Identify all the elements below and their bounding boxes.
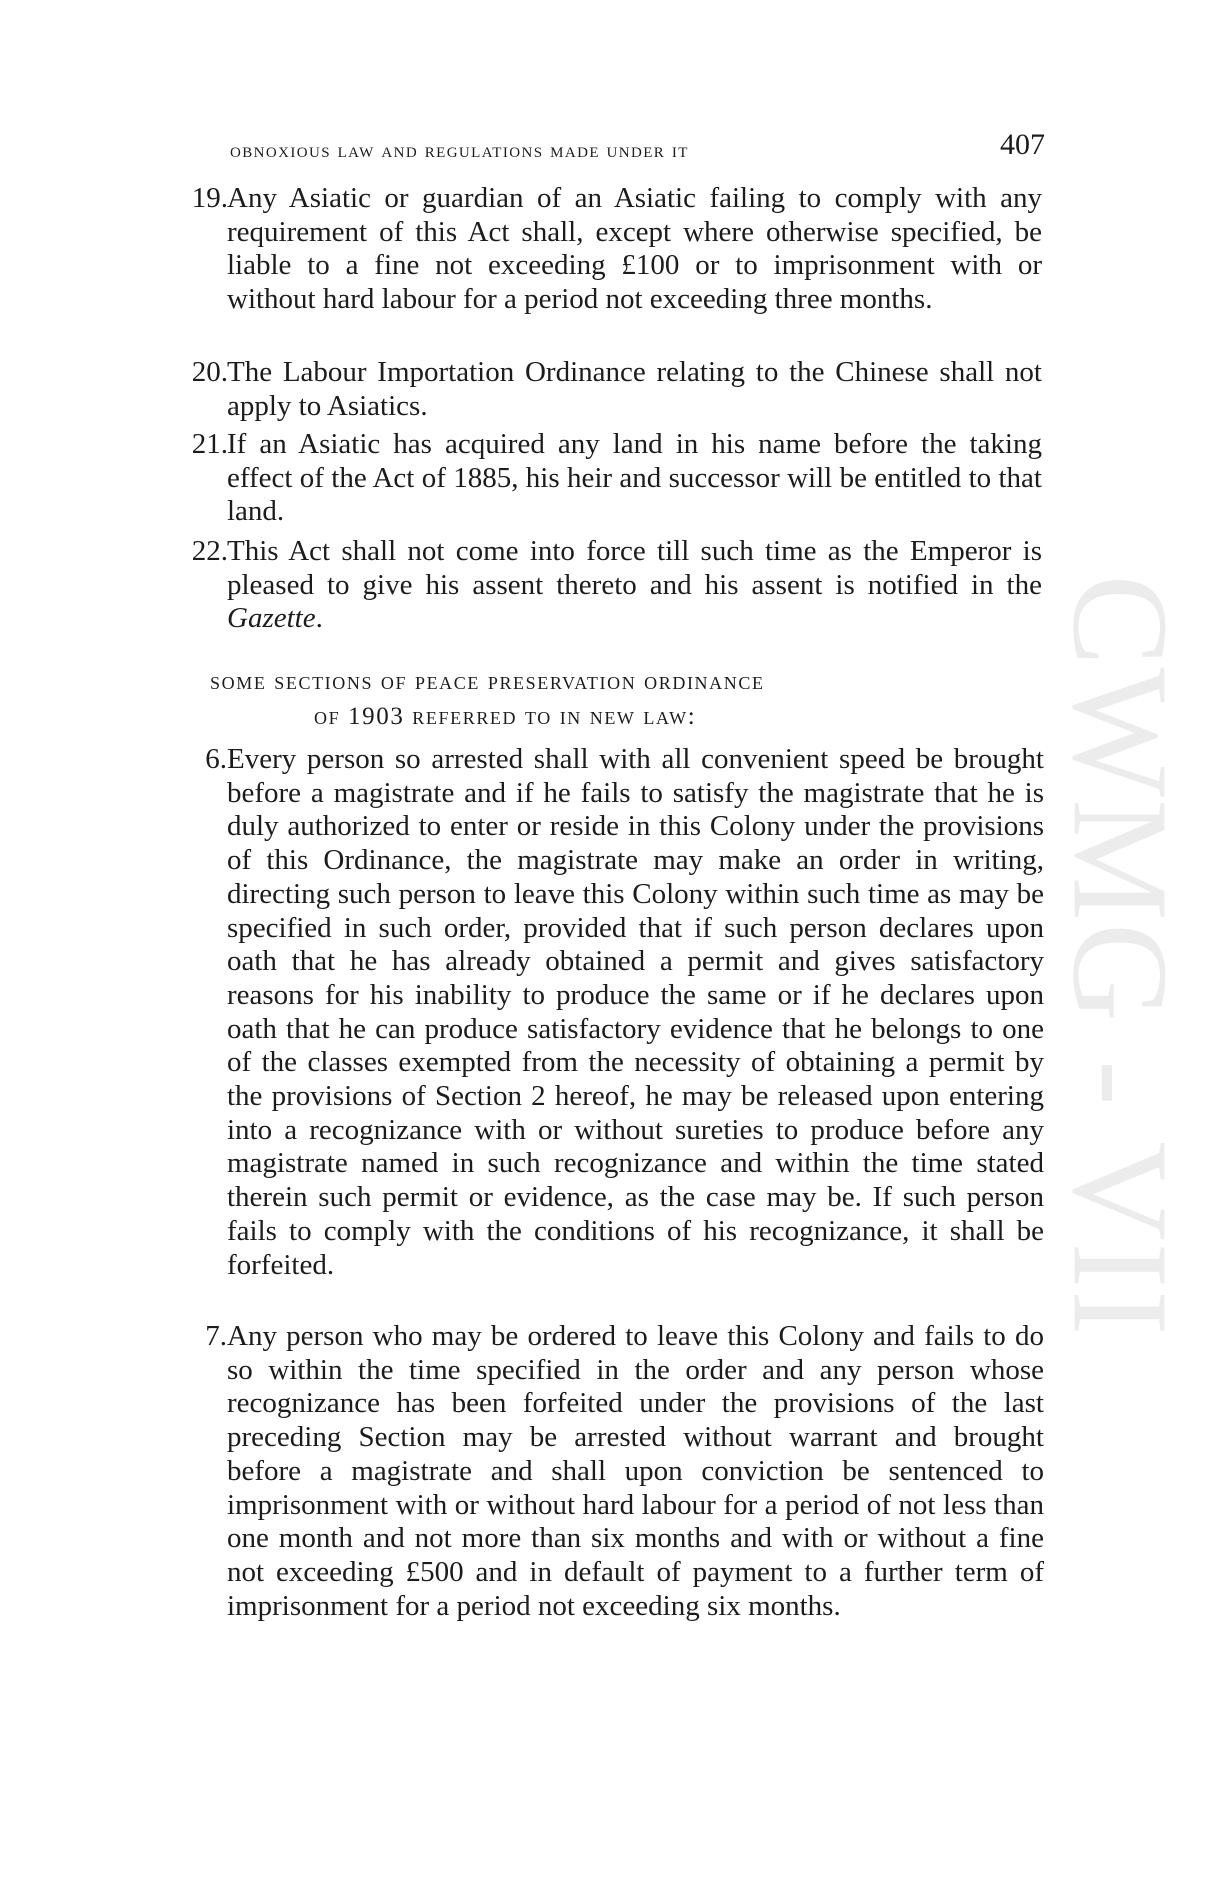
section-text: Any person who may be ordered to leave this Colony and fails to do so within the time specified in the order and any person whose recognizance has been forfeited under the provisions of the last preceding Section may be arrested without warrant and brought before a magistrate and shall upon conviction be sentenced to imprisonment with or without hard labour for a period of not less than one month and not more than six months and with or without a fine not exceeding £500 and in default of payment to a further term of imprisonment for a period not exceeding six months. bbox=[227, 1320, 1044, 1622]
section-text-end: . bbox=[315, 602, 323, 635]
section-number: 6. bbox=[205, 743, 227, 775]
gazette-title: Gazette bbox=[227, 602, 316, 635]
section-text: Any Asiatic or guardian of an Asiatic failing to comply with any requirement of this Act shall, except where otherwise specified, be liable to a fine not exceeding £100 or to imprisonment with or without hard labour for a period not exceeding three months. bbox=[227, 182, 1042, 316]
page-number: 407 bbox=[1000, 128, 1045, 161]
heading-line-2: of 1903 referred to in new law: bbox=[314, 703, 697, 730]
watermark bbox=[1045, 537, 1198, 1374]
section-text: If an Asiatic has acquired any land in his name before the taking effect of the Act of 1885, his heir and successor will be entitled to that land. bbox=[227, 428, 1042, 528]
section-number: 21. bbox=[191, 428, 228, 460]
section-text: Every person so arrested shall with all convenient speed be brought before a magistrate and if he fails to satisfy the magistrate that he is duly authorized to enter or reside in this Colony under the provisions of this Ordinance, the magistrate may make an order in writing, directing such person to leave this Colony within such time as may be specified in such order, provided that if such person declares upon oath that he has already obtained a permit and gives satisfactory reasons for his inability to produce the same or if he declares upon oath that he can produce satisfactory evidence that he belongs to one of the classes exempted from the necessity of obtaining a permit by the provisions of Section 2 hereof, he may be released upon entering into a recognizance with or without sureties to produce before any magistrate named in such recognizance and within the time stated therein such permit or evidence, as the case may be. If such person fails to comply with the conditions of his recognizance, it shall be forfeited. bbox=[227, 743, 1044, 1281]
section-text: The Labour Importation Ordinance relating to the Chinese shall not apply to Asiatics. bbox=[227, 356, 1042, 422]
section-text bbox=[227, 535, 1042, 636]
section-text-main: This Act shall not come into force till such time as the Emperor is pleased to give his assent thereto and his assent is notified in the bbox=[227, 535, 1042, 601]
running-title: obnoxious law and regulations made under it bbox=[230, 138, 689, 162]
ordinance-heading bbox=[210, 664, 940, 734]
watermark-text: CWMG - VII bbox=[1045, 573, 1198, 1338]
section-number: 20. bbox=[191, 356, 228, 388]
section-number: 19. bbox=[191, 182, 228, 214]
section-number: 7. bbox=[205, 1320, 227, 1352]
running-header bbox=[230, 126, 1045, 166]
heading-line-1: some sections of peace preservation ordinance bbox=[210, 668, 765, 695]
section-number: 22. bbox=[191, 535, 228, 567]
